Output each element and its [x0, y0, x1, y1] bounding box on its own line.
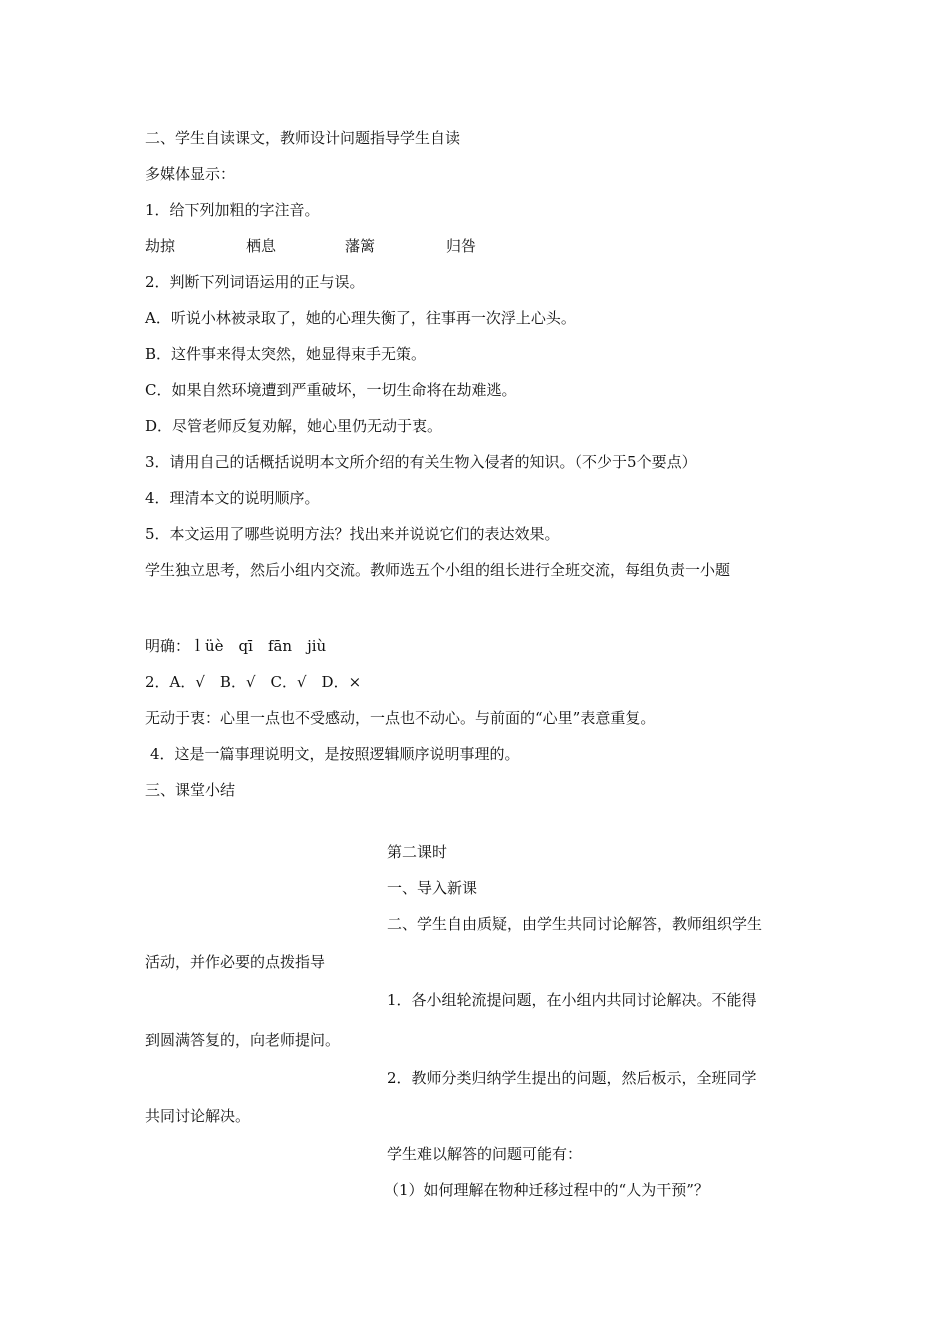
hard-questions-label: 学生难以解答的问题可能有：: [387, 1145, 583, 1163]
lesson2-title: 第二课时: [387, 843, 448, 861]
question-2-option-a: A．听说小林被录取了，她的心理失衡了，往事再一次浮上心头。: [145, 309, 576, 327]
hard-question-1: （1）如何理解在物种迁移过程中的“人为干预”？: [384, 1181, 709, 1199]
lesson2-part2-line2: 活动，并作必要的点拨指导: [145, 953, 326, 971]
question-2-option-c: C．如果自然环境遭到严重破坏，一切生命将在劫难逃。: [145, 381, 517, 399]
word-2: 栖息: [246, 237, 277, 255]
question-4: 4．理清本文的说明顺序。: [145, 489, 320, 507]
section2-title: 二、学生自读课文，教师设计问题指导学生自读: [145, 129, 461, 147]
question-2-option-d: D．尽管老师反复劝解，她心里仍无动于衷。: [145, 417, 443, 435]
clarify-pinyin: 明确：ｌüè qī fān jiù: [145, 637, 327, 655]
word-1: 劫掠: [145, 237, 176, 255]
lesson2-item1-line2: 到圆满答复的，向老师提问。: [145, 1031, 341, 1049]
student-activity: 学生独立思考，然后小组内交流。教师选五个小组的组长进行全班交流，每组负责一小题: [145, 561, 731, 579]
question-2-option-b: B．这件事来得太突然，她显得束手无策。: [145, 345, 427, 363]
lesson2-item1-line1: 1．各小组轮流提问题，在小组内共同讨论解决。不能得: [387, 991, 757, 1009]
explanation: 无动于衷：心里一点也不受感动，一点也不动心。与前面的“心里”表意重复。: [145, 709, 656, 727]
lesson2-item2-line2: 共同讨论解决。: [145, 1107, 251, 1125]
multimedia-label: 多媒体显示：: [145, 165, 236, 183]
lesson2-item2-line1: 2．教师分类归纳学生提出的问题，然后板示，全班同学: [387, 1069, 757, 1087]
word-3: 藩篱: [345, 237, 376, 255]
word-4: 归咎: [446, 237, 477, 255]
section3-title: 三、课堂小结: [145, 781, 236, 799]
answer-2: 2．A．√ B．√ C．√ D．×: [145, 673, 362, 691]
question-5: 5．本文运用了哪些说明方法？找出来并说说它们的表达效果。: [145, 525, 560, 543]
lesson2-part2-line1: 二、学生自由质疑，由学生共同讨论解答，教师组织学生: [387, 915, 763, 933]
lesson2-intro: 一、导入新课: [387, 879, 478, 897]
question-3: 3．请用自己的话概括说明本文所介绍的有关生物入侵者的知识。（不少于5个要点）: [145, 453, 697, 471]
answer-4: 4．这是一篇事理说明文，是按照逻辑顺序说明事理的。: [150, 745, 520, 763]
question-1: 1．给下列加粗的字注音。: [145, 201, 320, 219]
question-2: 2．判断下列词语运用的正与误。: [145, 273, 365, 291]
